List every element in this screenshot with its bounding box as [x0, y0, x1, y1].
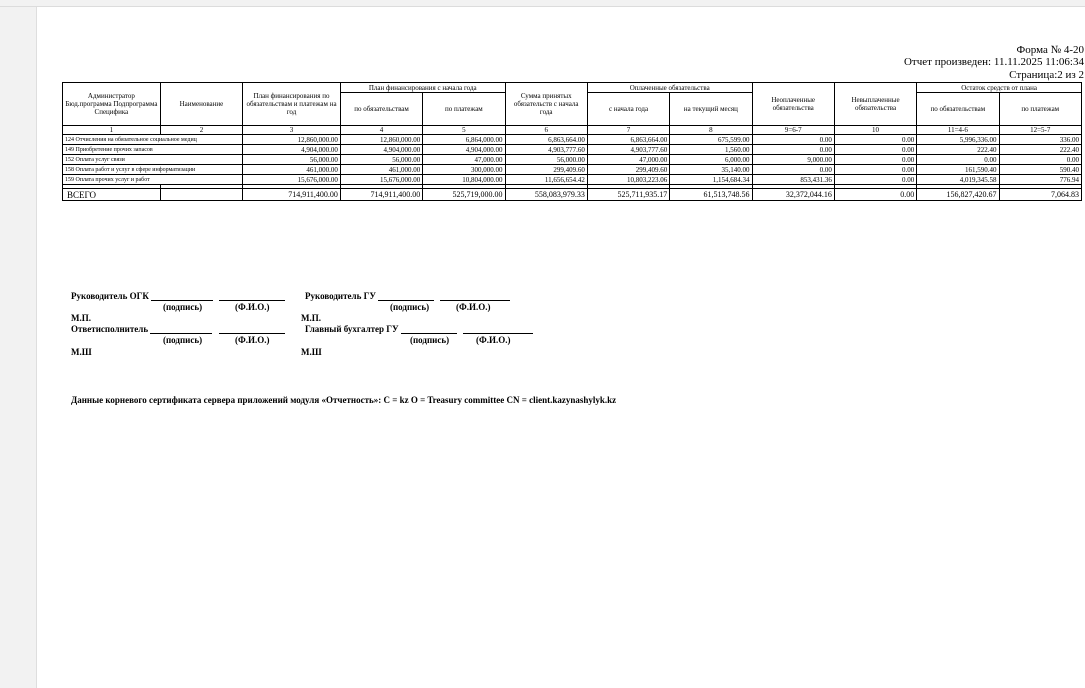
table-cell: 56,000.00: [243, 155, 341, 165]
signature-hint: (подпись): [163, 302, 203, 312]
group-paid-header: Оплаченные обязательства: [587, 83, 752, 93]
column-number: 5: [423, 126, 505, 135]
table-cell: 776.94: [999, 175, 1081, 185]
table-cell: 1,154,684.34: [670, 175, 752, 185]
column-number: 8: [670, 126, 752, 135]
col-paid-month-header: на текущий месяц: [670, 93, 752, 126]
table-cell: 4,019,345.58: [917, 175, 999, 185]
column-number: 7: [587, 126, 669, 135]
fio-hint: (Ф.И.О.): [476, 335, 511, 345]
stamp-mp: М.П.: [301, 313, 321, 323]
signature-hint: (подпись): [163, 335, 203, 345]
signature-hint: (подпись): [410, 335, 450, 345]
total-cell: 525,711,935.17: [587, 189, 669, 201]
column-number: 9=6-7: [752, 126, 834, 135]
table-cell: 1,560.00: [670, 145, 752, 155]
column-number: 12=5-7: [999, 126, 1081, 135]
table-cell: 15,676,000.00: [243, 175, 341, 185]
total-cell: 558,083,979.33: [505, 189, 587, 201]
col-unpaid-header: Неоплаченные обязательства: [752, 83, 834, 126]
col-name-header: Наименование: [160, 83, 242, 126]
table-cell: 0.00: [834, 145, 916, 155]
table-cell: 0.00: [834, 175, 916, 185]
table-cell: 461,000.00: [340, 165, 422, 175]
signature-line: [151, 292, 213, 301]
signature-hint: (подпись): [390, 302, 430, 312]
col-plan-payments-header: по платежам: [423, 93, 505, 126]
fio-line: [219, 292, 285, 301]
col-rem-payments-header: по платежам: [999, 93, 1081, 126]
stamp-mp: М.П.: [71, 313, 91, 323]
table-cell: 4,904,000.00: [243, 145, 341, 155]
report-date: Отчет произведен: 11.11.2025 11:06:34: [903, 56, 1084, 68]
table-cell: 590.40: [999, 165, 1081, 175]
fio-hint: (Ф.И.О.): [456, 302, 491, 312]
column-number: 6: [505, 126, 587, 135]
column-number: 10: [834, 126, 916, 135]
col-admin-header: Администратор Бюд.программа Подпрограмма Специфика: [63, 83, 161, 126]
table-cell: 0.00: [834, 165, 916, 175]
col-plan-year-header: План финансирования по обязательствам и платежам на год: [243, 83, 341, 126]
page-indicator: Страница:2 из 2: [1009, 69, 1084, 81]
column-number: 4: [340, 126, 422, 135]
table-cell: 11,656,654.42: [505, 175, 587, 185]
stamp-msh: М.Ш: [71, 347, 92, 357]
table-cell: 336.00: [999, 135, 1081, 145]
col-paid-from-start-header: с начала года: [587, 93, 669, 126]
col-rem-obligations-header: по обязательствам: [917, 93, 999, 126]
signature-executor: [71, 324, 285, 334]
head-gu-label: Руководитель ГУ: [305, 291, 376, 301]
total-empty-cell: [160, 189, 242, 201]
table-cell: 4,903,777.60: [505, 145, 587, 155]
group-remainder-header: Остаток средств от плана: [917, 83, 1082, 93]
table-row: [63, 145, 1082, 155]
table-cell: 461,000.00: [243, 165, 341, 175]
row-label: 158 Оплата работ и услуг в сфере информатизации: [63, 165, 243, 175]
table-cell: 15,676,000.00: [340, 175, 422, 185]
table-cell: 6,863,664.00: [505, 135, 587, 145]
table-cell: 12,860,000.00: [340, 135, 422, 145]
table-row: [63, 135, 1082, 145]
column-number: 2: [160, 126, 242, 135]
table-cell: 299,409.60: [505, 165, 587, 175]
total-cell: 714,911,400.00: [340, 189, 422, 201]
table-cell: 0.00: [999, 155, 1081, 165]
table-cell: 675,599.00: [670, 135, 752, 145]
column-number: 3: [243, 126, 341, 135]
table-cell: 300,000.00: [423, 165, 505, 175]
row-label: 159 Оплата прочих услуг и работ: [63, 175, 243, 185]
fio-hint: (Ф.И.О.): [235, 302, 270, 312]
fio-line: [440, 292, 510, 301]
chief-accountant-label: Главный бухгалтер ГУ: [305, 324, 399, 334]
table-cell: 299,409.60: [587, 165, 669, 175]
group-plan-from-start-header: План финансирования с начала года: [340, 83, 505, 93]
head-ogk-label: Руководитель ОГК: [71, 291, 149, 301]
certificate-info: Данные корневого сертификата сервера приложений модуля «Отчетность»: C = kz O = Treasury committee CN = client.kazynashylyk.kz: [71, 395, 617, 405]
signature-line: [401, 325, 457, 334]
table-cell: 5,996,336.00: [917, 135, 999, 145]
fio-line: [463, 325, 533, 334]
viewer-left-gutter: [0, 7, 36, 688]
table-cell: 6,864,000.00: [423, 135, 505, 145]
total-cell: 714,911,400.00: [243, 189, 341, 201]
table-cell: 4,904,000.00: [340, 145, 422, 155]
total-cell: 61,513,748.56: [670, 189, 752, 201]
row-label: 124 Отчисления на обязательное социальное медиц: [63, 135, 243, 145]
table-cell: 222.40: [999, 145, 1081, 155]
report-table: [62, 82, 1082, 201]
table-row: [63, 165, 1082, 175]
total-label: ВСЕГО: [63, 189, 161, 201]
table-cell: 0.00: [834, 155, 916, 165]
table-cell: 161,590.40: [917, 165, 999, 175]
col-plan-obligations-header: по обязательствам: [340, 93, 422, 126]
table-row: [63, 175, 1082, 185]
total-cell: 7,064.83: [999, 189, 1081, 201]
column-number: 11=4-6: [917, 126, 999, 135]
table-cell: 853,431.36: [752, 175, 834, 185]
fio-line: [219, 325, 285, 334]
signature-line: [378, 292, 434, 301]
total-cell: 525,719,000.00: [423, 189, 505, 201]
table-cell: 0.00: [752, 165, 834, 175]
table-cell: 47,000.00: [423, 155, 505, 165]
total-cell: 156,827,420.67: [917, 189, 999, 201]
table-cell: 47,000.00: [587, 155, 669, 165]
table-cell: 56,000.00: [505, 155, 587, 165]
signature-line: [150, 325, 212, 334]
row-label: 149 Приобретение прочих запасов: [63, 145, 243, 155]
col-unissued-header: Невыплаченные обязательства: [834, 83, 916, 126]
table-cell: 4,903,777.60: [587, 145, 669, 155]
table-cell: 0.00: [752, 145, 834, 155]
table-cell: 222.40: [917, 145, 999, 155]
total-cell: 0.00: [834, 189, 916, 201]
table-cell: 56,000.00: [340, 155, 422, 165]
executor-label: Ответисполнитель: [71, 324, 149, 334]
table-cell: 0.00: [917, 155, 999, 165]
total-cell: 32,372,044.16: [752, 189, 834, 201]
table-cell: 0.00: [752, 135, 834, 145]
fio-hint: (Ф.И.О.): [235, 335, 270, 345]
col-accepted-header: Сумма принятых обязательств с начала года: [505, 83, 587, 126]
column-number: 1: [63, 126, 161, 135]
table-row: [63, 155, 1082, 165]
row-label: 152 Оплата услуг связи: [63, 155, 243, 165]
table-cell: 6,000.00: [670, 155, 752, 165]
viewer-top-edge: [0, 0, 1085, 7]
table-cell: 9,000.00: [752, 155, 834, 165]
signature-head-gu: [305, 291, 510, 301]
signature-chief-accountant: [305, 324, 533, 334]
total-row: [63, 189, 1082, 201]
table-cell: 10,803,223.06: [587, 175, 669, 185]
table-cell: 10,804,000.00: [423, 175, 505, 185]
table-cell: 12,860,000.00: [243, 135, 341, 145]
signature-head-ogk: [71, 291, 285, 301]
column-number-row: [63, 126, 1082, 135]
form-number: Форма № 4-20: [1016, 44, 1084, 56]
report-page: [36, 7, 1085, 688]
table-cell: 35,140.00: [670, 165, 752, 175]
table-cell: 0.00: [834, 135, 916, 145]
stamp-msh: М.Ш: [301, 347, 322, 357]
table-cell: 4,904,000.00: [423, 145, 505, 155]
table-cell: 6,863,664.00: [587, 135, 669, 145]
